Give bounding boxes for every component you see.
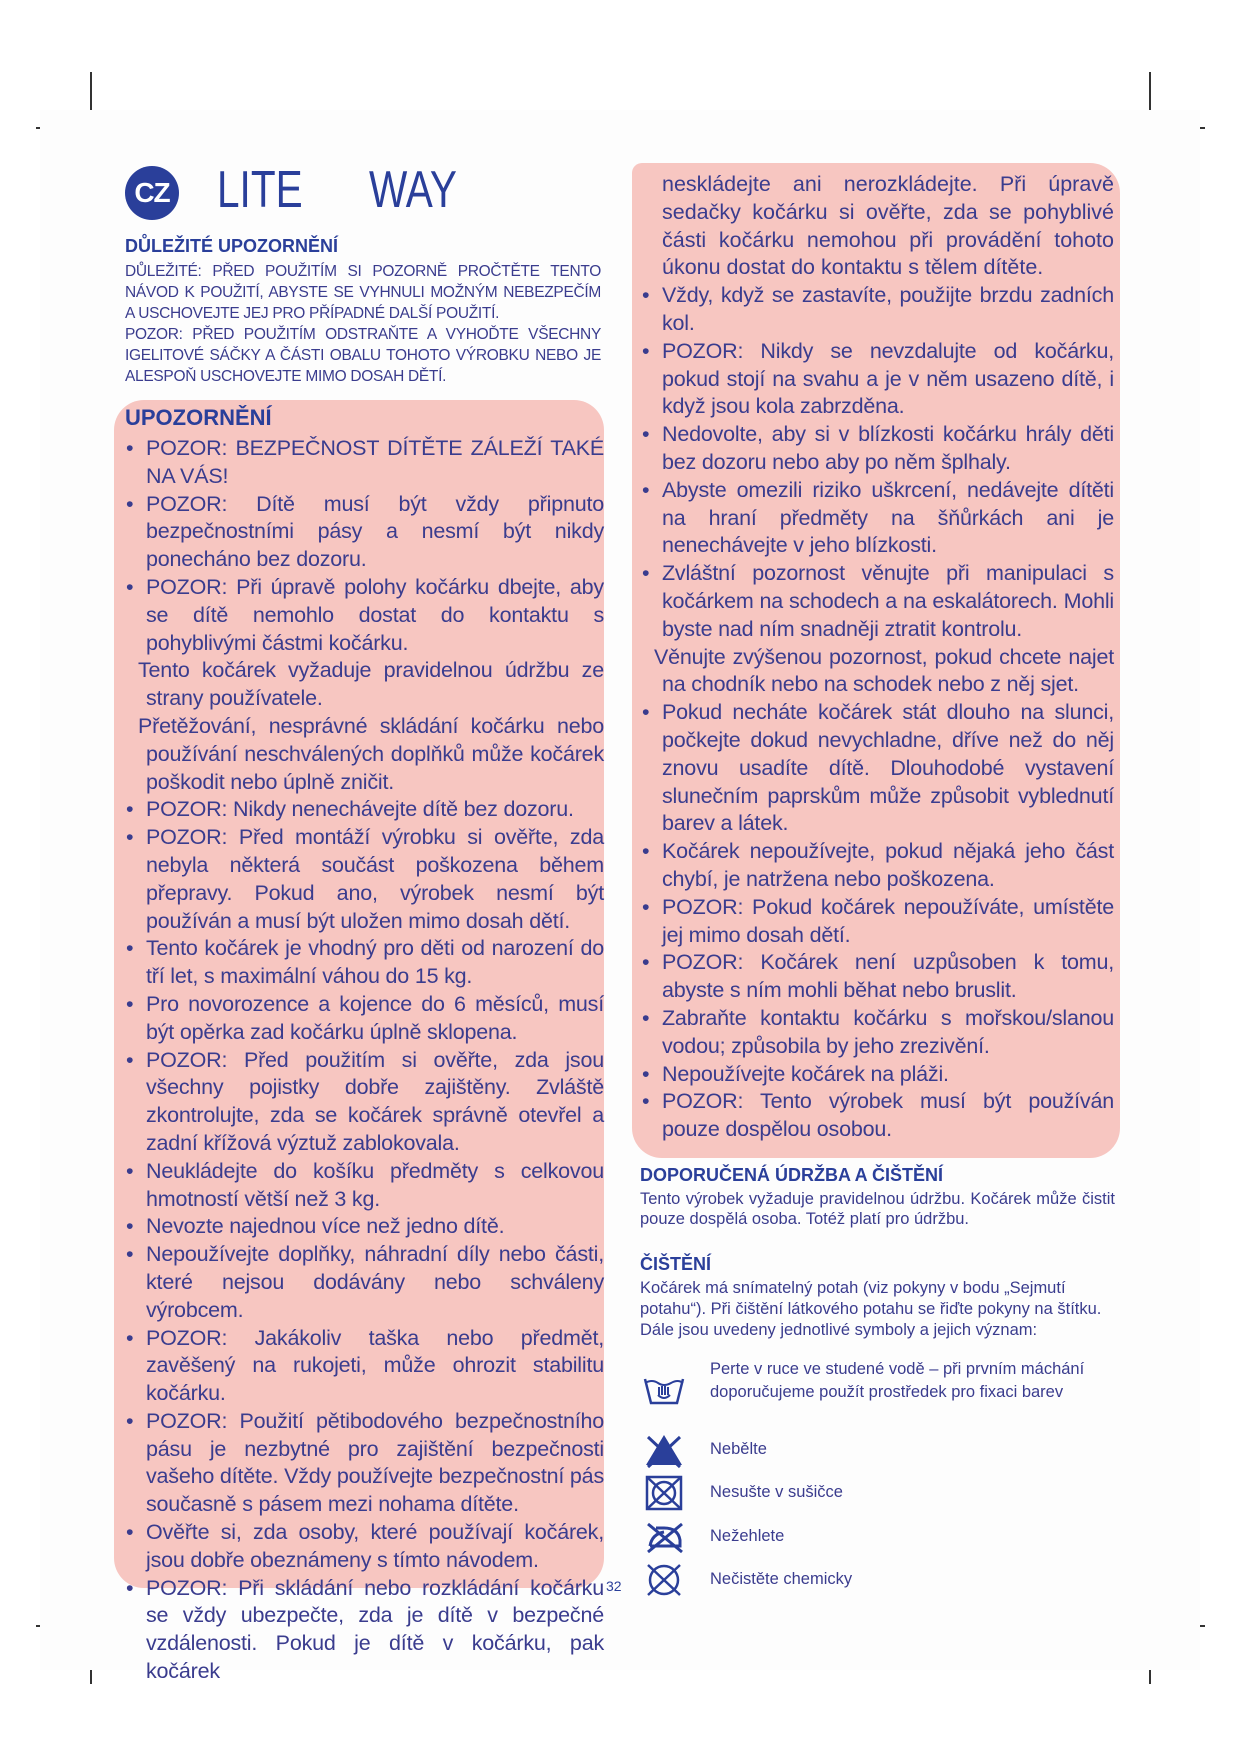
- crop-mark: [90, 72, 92, 112]
- care-symbol-label: Nežehlete: [710, 1527, 785, 1545]
- warning-item: • Nevozte najednou více než jedno dítě.: [124, 1213, 604, 1241]
- maintenance-text: Tento výrobek vyžaduje pravidelnou údržbu. Kočárek může čistit pouze dospělá osoba. Totéž platí pro údržbu.: [640, 1190, 1115, 1228]
- no-iron-icon: [640, 1517, 688, 1557]
- warning-item: • Pokud necháte kočárek stát dlouho na slunci, počkejte dokud nevychladne, dříve než do něj znovu usadíte dítě. Dlouhodobé vystavení slunečním paprskům může způsobit vyblednutí barev a látek.: [640, 699, 1114, 838]
- warning-item: • POZOR: Při úpravě polohy kočárku dbejte, aby se dítě nemohlo dostat do kontaktu s pohyblivými částmi kočárku.: [124, 574, 604, 657]
- warning-item: • Zvláštní pozornost věnujte při manipulaci s kočárkem na schodech a na eskalátorech. Mohli byste nad ním snadněji ztratit kontrolu.: [640, 560, 1114, 643]
- warning-item: • Nedovolte, aby si v blízkosti kočárku hrály děti bez dozoru nebo aby po něm šplhaly.: [640, 421, 1114, 477]
- maintenance-title: DOPORUČENÁ ÚDRŽBA A ČIŠTĚNÍ: [640, 1165, 944, 1185]
- important-notice-para: DŮLEŽITÉ: PŘED POUŽITÍM SI POZORNĚ PROČTĚTE TENTO NÁVOD K POUŽITÍ, ABYSTE SE VYHNULI MOŽNÝM NEBEZPEČÍM A USCHOVEJTE JEJ PRO PŘÍPADNÉ DALŠÍ POUŽITÍ.: [125, 263, 601, 322]
- warning-item: • Vždy, když se zastavíte, použijte brzdu zadních kol.: [640, 282, 1114, 338]
- warning-item: • Nepoužívejte doplňky, náhradní díly nebo části, které nejsou dodávány nebo schváleny výrobcem.: [124, 1241, 604, 1324]
- language-badge: CZ: [125, 166, 179, 220]
- warning-item: Přetěžování, nesprávné skládání kočárku nebo používání neschválených doplňků může kočárek poškodit nebo úplně zničit.: [138, 713, 604, 794]
- warning-item: • POZOR: Pokud kočárek nepoužíváte, umístěte jej mimo dosah dětí.: [640, 894, 1114, 950]
- warning-item: • POZOR: Nikdy se nevzdalujte od kočárku, pokud stojí na svahu a je v něm usazeno dítě, i když jsou kola zabrzděna.: [640, 338, 1114, 421]
- care-symbol-row: [640, 1560, 853, 1600]
- care-symbol-label: Nebělte: [710, 1440, 767, 1458]
- warnings-list-left: [124, 435, 604, 1686]
- warning-item: • POZOR: Při skládání nebo rozkládání kočárku se vždy ubezpečte, zda je dítě v bezpečné vzdálenosti. Pokud je dítě v kočárku, pak kočárek: [124, 1575, 604, 1686]
- warning-item: • Nepoužívejte kočárek na pláži.: [640, 1061, 1114, 1089]
- warning-item: • Tento kočárek je vhodný pro děti od narození do tří let, s maximální váhou do 15 kg.: [124, 935, 604, 991]
- cleaning-section: [640, 1254, 1115, 1341]
- warning-item: • Neukládejte do košíku předměty s celkovou hmotností větší než 3 kg.: [124, 1158, 604, 1214]
- care-symbol-row: [640, 1360, 1085, 1410]
- care-symbol-row: [640, 1430, 767, 1470]
- care-symbol-row: [640, 1473, 843, 1513]
- warning-item: • POZOR: Použití pětibodového bezpečnostního pásu je nezbytné pro zajištění bezpečnosti vašeho dítěte. Vždy používejte bezpečnostní pás současně s pásem mezi nohama dítěte.: [124, 1408, 604, 1519]
- care-symbol-label: doporučujeme použít prostředek pro fixaci barev: [710, 1383, 1064, 1401]
- warning-continuation: neskládejte ani nerozkládejte. Při úpravě sedačky kočárku si ověřte, zda se pohyblivé části kočárku nemohou při provádění tohoto úkonu dostat do kontaktu s tělem dítěte.: [662, 172, 1114, 280]
- care-symbol-label: Nesušte v sušičce: [710, 1483, 843, 1501]
- brand-lite: LITE: [217, 161, 303, 219]
- maintenance-section: [640, 1165, 1115, 1229]
- no-dry-clean-icon: [640, 1560, 688, 1600]
- hand-wash-icon: [640, 1370, 688, 1410]
- crop-mark: [1149, 72, 1151, 112]
- care-symbol-label: Perte v ruce ve studené vodě – při prvním máchání: [710, 1360, 1085, 1378]
- warnings-list-right: [640, 171, 1114, 1144]
- warning-item: • Ověřte si, zda osoby, které používají kočárek, jsou dobře obeznámeny s tímto návodem.: [124, 1519, 604, 1575]
- cleaning-title: ČIŠTĚNÍ: [640, 1254, 712, 1274]
- warning-item: Tento kočárek vyžaduje pravidelnou údržbu ze strany používatele.: [138, 658, 604, 711]
- important-notice-para: POZOR: PŘED POUŽITÍM ODSTRAŇTE A VYHOĎTE VŠECHNY IGELITOVÉ SÁČKY A ČÁSTI OBALU TOHOTO VÝROBKU NEBO JE ALESPOŇ USCHOVEJTE MIMO DOSAH DĚTÍ.: [125, 326, 601, 385]
- no-bleach-icon: [640, 1430, 688, 1470]
- cleaning-text: Kočárek má snímatelný potah (viz pokyny v bodu „Sejmutí potahu“). Při čištění látkového potahu se řiďte pokyny na štítku. Dále jsou uvedeny jednotlivé symboly a jejich význam:: [640, 1279, 1102, 1339]
- warning-item: Věnujte zvýšenou pozornost, pokud chcete najet na chodník nebo na schodek nebo z něj sjet.: [654, 644, 1114, 697]
- important-notice-title: DŮLEŽITÉ UPOZORNĚNÍ: [125, 236, 339, 256]
- warning-item: • POZOR: Před montáží výrobku si ověřte, zda nebyla některá součást poškozena během přepravy. Pokud ano, výrobek nesmí být používán a musí být uložen mimo dosah dětí.: [124, 824, 604, 935]
- warning-item: • POZOR: Kočárek není uzpůsoben k tomu, abyste s ním mohli běhat nebo bruslit.: [640, 949, 1114, 1005]
- no-tumble-dry-icon: [640, 1473, 688, 1513]
- warning-item: • POZOR: Nikdy nenechávejte dítě bez dozoru.: [124, 796, 604, 824]
- warning-item: • POZOR: Jakákoliv taška nebo předmět, zavěšený na rukojeti, může ohrozit stabilitu kočárku.: [124, 1325, 604, 1408]
- warning-item: • Abyste omezili riziko uškrcení, nedávejte dítěti na hraní předměty na šňůrkách ani je nenechávejte v jeho blízkosti.: [640, 477, 1114, 560]
- warning-item: • Kočárek nepoužívejte, pokud nějaká jeho část chybí, je natržena nebo poškozena.: [640, 838, 1114, 894]
- warning-item: • POZOR: BEZPEČNOST DÍTĚTE ZÁLEŽÍ TAKÉ NA VÁS!: [124, 435, 604, 491]
- care-symbol-label: Nečistěte chemicky: [710, 1570, 853, 1588]
- warnings-title: UPOZORNĚNÍ: [125, 405, 272, 430]
- warning-item: • POZOR: Před použitím si ověřte, zda jsou všechny pojistky dobře zajištěny. Zvláště zkontrolujte, zda se kočárek správně otevřel a zadní křížová výztuž zablokovala.: [124, 1047, 604, 1158]
- care-symbol-row: [640, 1517, 785, 1557]
- warning-item: • Pro novorozence a kojence do 6 měsíců, musí být opěrka zad kočárku úplně sklopena.: [124, 991, 604, 1047]
- page-number: 32: [606, 1578, 622, 1594]
- brand-way: WAY: [369, 161, 457, 219]
- warning-item: • Zabraňte kontaktu kočárku s mořskou/slanou vodou; způsobila by jeho zrezivění.: [640, 1005, 1114, 1061]
- warning-item: • POZOR: Dítě musí být vždy připnuto bezpečnostními pásy a nesmí být nikdy ponecháno bez dozoru.: [124, 491, 604, 574]
- important-notice: [125, 236, 601, 387]
- warning-item: • POZOR: Tento výrobek musí být používán pouze dospělou osobou.: [640, 1088, 1114, 1144]
